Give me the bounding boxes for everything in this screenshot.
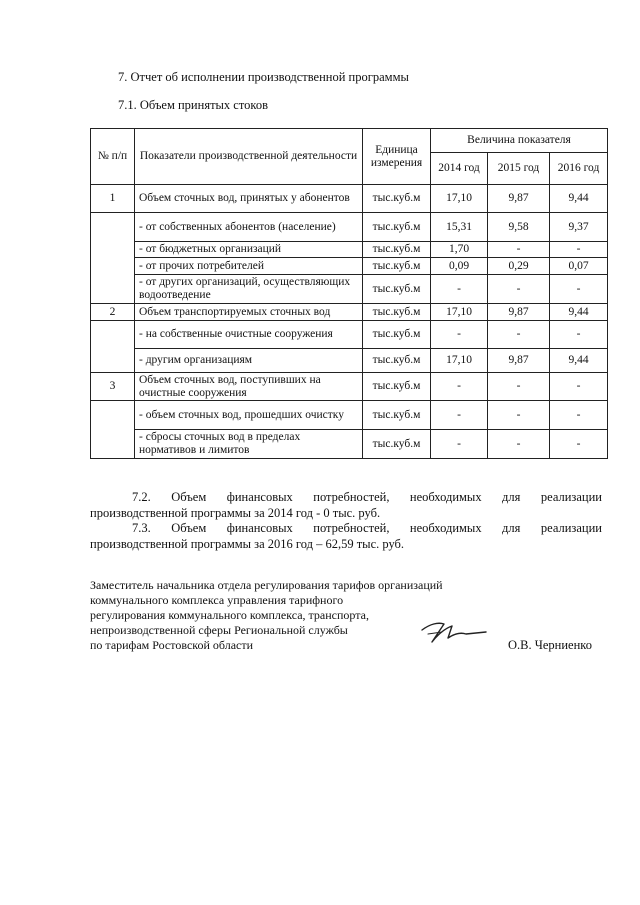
row-value-2015: -: [488, 321, 550, 349]
section-heading: 7. Отчет об исполнении производственной программы: [118, 70, 409, 84]
row-unit: тыс.куб.м: [363, 304, 431, 321]
row-value-2015: -: [488, 275, 550, 304]
row-value-2015: 9,87: [488, 304, 550, 321]
row-value-2016: -: [550, 275, 608, 304]
signatory-title-line: коммунального комплекса управления тарифного: [90, 593, 344, 607]
row-unit: тыс.куб.м: [363, 430, 431, 459]
row-value-2016: 9,44: [550, 185, 608, 213]
header-year-2015: 2015 год: [488, 153, 550, 185]
row-unit: тыс.куб.м: [363, 275, 431, 304]
table-row: [91, 401, 608, 430]
row-num: 1: [91, 185, 135, 213]
row-value-2016: 9,37: [550, 213, 608, 242]
row-label: Объем транспортируемых сточных вод: [135, 304, 363, 321]
paragraph-7-3: [90, 520, 602, 552]
row-value-2015: -: [488, 430, 550, 459]
table-row: [91, 213, 608, 242]
row-value-2015: 9,58: [488, 213, 550, 242]
row-value-2014: -: [431, 321, 488, 349]
row-value-2014: -: [431, 430, 488, 459]
subsection-heading: 7.1. Объем принятых стоков: [118, 98, 268, 112]
row-unit: тыс.куб.м: [363, 349, 431, 373]
row-value-2016: 9,44: [550, 349, 608, 373]
row-num: [91, 401, 135, 459]
row-value-2014: 17,10: [431, 349, 488, 373]
row-value-2014: -: [431, 373, 488, 401]
header-indicator: Показатели производственной деятельности: [135, 129, 363, 185]
signatory-title-line: по тарифам Ростовской области: [90, 638, 254, 652]
row-value-2014: 0,09: [431, 258, 488, 275]
row-num: 3: [91, 373, 135, 401]
row-num: [91, 213, 135, 304]
paragraph-7-2-line2: производственной программы за 2014 год - 0 тыс. руб.: [90, 506, 381, 520]
header-year-2016: 2016 год: [550, 153, 608, 185]
table-row: [91, 242, 608, 258]
row-label: Объем сточных вод, поступивших на очистные сооружения: [135, 373, 363, 401]
row-unit: тыс.куб.м: [363, 401, 431, 430]
row-label: Объем сточных вод, принятых у абонентов: [135, 185, 363, 213]
table-row: [91, 349, 608, 373]
signatory-title-line: Заместитель начальника отдела регулирования тарифов организаций: [90, 578, 443, 592]
row-unit: тыс.куб.м: [363, 373, 431, 401]
row-value-2015: -: [488, 373, 550, 401]
row-label: - на собственные очистные сооружения: [135, 321, 363, 349]
row-label: - от других организаций, осуществляющих водоотведение: [135, 275, 363, 304]
row-label: - от собственных абонентов (население): [135, 213, 363, 242]
row-label: - от прочих потребителей: [135, 258, 363, 275]
row-value-2015: 0,29: [488, 258, 550, 275]
header-num: № п/п: [91, 129, 135, 185]
header-year-2014: 2014 год: [431, 153, 488, 185]
header-unit: Единица измерения: [363, 129, 431, 185]
row-value-2015: -: [488, 242, 550, 258]
paragraph-7-2: [90, 489, 602, 521]
row-value-2016: 9,44: [550, 304, 608, 321]
paragraph-7-3-line2: производственной программы за 2016 год – 62,59 тыс. руб.: [90, 537, 405, 551]
row-value-2016: -: [550, 401, 608, 430]
table-row: [91, 321, 608, 349]
row-value-2016: -: [550, 242, 608, 258]
row-value-2014: 17,10: [431, 304, 488, 321]
signatory-name: О.В. Черниенко: [508, 638, 592, 652]
paragraph-7-2-line1: 7.2. Объем финансовых потребностей, необходимых для реализации: [132, 490, 602, 504]
row-label: - объем сточных вод, прошедших очистку: [135, 401, 363, 430]
row-value-2015: -: [488, 401, 550, 430]
row-value-2015: 9,87: [488, 349, 550, 373]
paragraph-7-3-line1: 7.3. Объем финансовых потребностей, необходимых для реализации: [132, 521, 602, 535]
table-row: [91, 304, 608, 321]
stock-volume-table: [90, 128, 608, 459]
table-row: [91, 185, 608, 213]
row-value-2014: -: [431, 401, 488, 430]
row-unit: тыс.куб.м: [363, 213, 431, 242]
row-value-2016: -: [550, 373, 608, 401]
row-unit: тыс.куб.м: [363, 321, 431, 349]
row-value-2014: 1,70: [431, 242, 488, 258]
table-row: [91, 373, 608, 401]
row-num: 2: [91, 304, 135, 321]
row-label: - от бюджетных организаций: [135, 242, 363, 258]
signatory-title: [90, 578, 443, 653]
header-value-group: Величина показателя: [431, 129, 608, 153]
table-row: [91, 258, 608, 275]
row-num: [91, 321, 135, 373]
row-value-2014: 15,31: [431, 213, 488, 242]
row-label: - другим организациям: [135, 349, 363, 373]
table-row: [91, 275, 608, 304]
row-value-2016: 0,07: [550, 258, 608, 275]
handwritten-signature-icon: [418, 612, 490, 654]
row-value-2015: 9,87: [488, 185, 550, 213]
table-row: [91, 430, 608, 459]
row-unit: тыс.куб.м: [363, 185, 431, 213]
row-label: - сбросы сточных вод в пределах нормативов и лимитов: [135, 430, 363, 459]
row-unit: тыс.куб.м: [363, 258, 431, 275]
row-unit: тыс.куб.м: [363, 242, 431, 258]
row-value-2014: 17,10: [431, 185, 488, 213]
row-value-2016: -: [550, 430, 608, 459]
signatory-title-line: регулирования коммунального комплекса, транспорта,: [90, 608, 369, 622]
row-value-2014: -: [431, 275, 488, 304]
signatory-title-line: непроизводственной сферы Региональной службы: [90, 623, 348, 637]
row-value-2016: -: [550, 321, 608, 349]
